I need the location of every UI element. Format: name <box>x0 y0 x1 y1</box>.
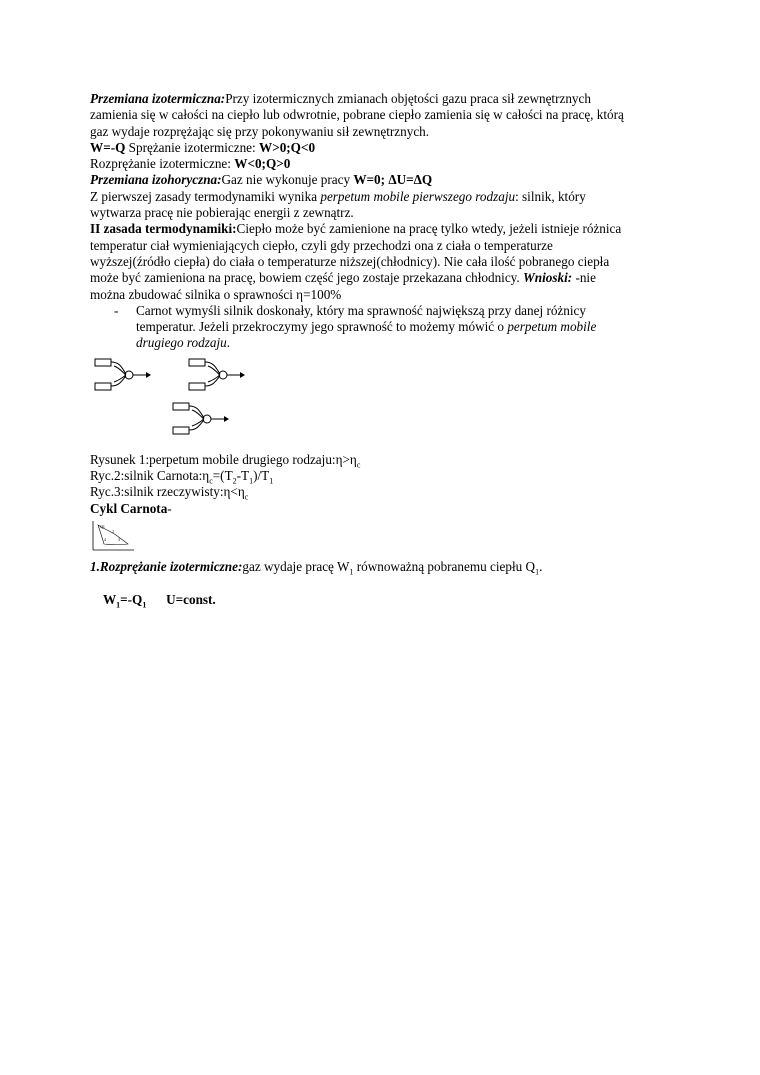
paragraph-isothermal: Przemiana izotermiczna:Przy izotermicznych zmianach objętości gazu praca sił zewnętrznych <box>90 91 591 106</box>
svg-text:2: 2 <box>112 528 114 534</box>
engine-diagram-1 <box>94 358 152 392</box>
caption-1: Rysunek 1:perpetum mobile drugiego $rodzaju:\eta>\eta_c$ <box>90 451 361 470</box>
svg-text:3: 3 <box>118 536 120 542</box>
paragraph-second-law: II zasada termodynamiki:Ciepło może być zamienione na pracę tylko wtedy, jeżeli istnieje różnica <box>90 221 622 237</box>
carnot-cycle-heading: Cykl Carnota- <box>90 500 172 516</box>
heading-second-law: II zasada termodynamiki: <box>90 221 237 237</box>
carnot-cycle-diagram <box>90 519 136 553</box>
figure-captions <box>90 452 680 501</box>
paragraph-first-law: Z pierwszej zasady termodynamiki wynika perpetum mobile pierwszego rodzaju: silnik, który <box>90 188 586 204</box>
engine-diagrams <box>90 358 680 446</box>
heading-isothermal-expansion: 1.Rozprężanie izotermiczne: <box>90 558 243 574</box>
paragraph-isochoric: Przemiana izohoryczna:Gaz nie wykonuje pracy W=0; ΔU=ΔQ <box>90 172 433 188</box>
heading-isothermal: Przemiana izotermiczna: <box>90 91 226 106</box>
caption-3: Ryc.3:silnik $rzeczywisty:\eta<\eta_c$ <box>90 484 249 502</box>
bullet-carnot: - Carnot wymyśli silnik doskonały, który ma sprawność największą przy danej różnicy temperatur. Jeżeli przekroczymy jego sprawność to możemy mówić o perpetum mobile drugiego rodzaju. <box>114 302 597 351</box>
caption-2: Ryc.2:silnik $Carnota:\eta_c=(T_2-T_1)/T_1$ <box>90 468 274 486</box>
svg-text:Q1: Q1 <box>100 523 105 529</box>
heading-isochoric: Przemiana izohoryczna: <box>90 172 222 188</box>
compression-line: W=-Q Sprężanie izotermiczne: W>0;Q<0 <box>90 139 316 155</box>
svg-text:4: 4 <box>104 536 106 542</box>
paragraph-isothermal-expansion: 1.Rozprężanie izotermiczne:gaz wydaje pracę $W_1$ równoważną pobranemu ciepłu $Q_1$. <box>90 558 543 577</box>
engine-diagram-3 <box>172 402 230 436</box>
equation-w1: $W_1=-Q_1$ U=const. <box>102 591 216 610</box>
document-body: Przemiana izotermiczna:Przy izotermicznych zmianach objętości gazu praca sił zewnętrznych zamienia się w całości na ciepło lub odwrotnie, pobrane ciepło zamienia się w całości na pracę, którą gaz wydaje rozprężając się przy pokonywaniu sił zewnętrznych. W=-Q Sprężanie izotermiczne: W>0;Q<0 Rozprężanie izotermiczne: W<0;Q>0 Przemiana izohoryczna:Gaz nie wykonuje pracy W=0; ΔU=ΔQ Z pierwszej zasady termodynamiki wynika perpetum mobile pierwszego rodzaju: silnik, który wytwarza pracę nie pobierając energii z zewnątrz. II zasada termodynamiki:Ciepło może być zamienione na pracę tylko wtedy, jeżeli istnieje różnica temperatur ciał wymieniających ciepło, czyli gdy przechodzi ona z ciała o temperaturze wyższej(źródło ciepła) do ciała o temperaturze niższej(chłodnicy). Nie cała ilość pobranego ciepła może być zamieniona na pracę, bowiem część jego zostaje przekazana chłodnicy. Wnioski: -nie można zbudować silnika o sprawności η=100% - Carnot wymyśli silnik doskonały, który ma sprawność największą przy danej różnicy temperatur. Jeżeli przekroczymy jego sprawność to możemy mówić o perpetum mobile drugiego rodzaju. Rysunek 1:perpetum mobile drugiego $rodzaju:\eta>\eta_c$ Ryc.2:silnik $Carnota:\eta_c=(T_2-T_1)/T_1$ Ryc.3:silnik $rzeczywisty:\eta<\eta_c$ Cykl Carnota- Q1 2 3 4 1.Rozprężanie izotermiczne:gaz wydaje pracę $W_1$ równoważną pobranemu ciepłu $Q_1$. $W_1=-Q_1$ U=const. <box>90 91 680 624</box>
engine-diagram-2 <box>188 358 246 392</box>
expansion-line: Rozprężanie izotermiczne: W<0;Q>0 <box>90 156 291 172</box>
